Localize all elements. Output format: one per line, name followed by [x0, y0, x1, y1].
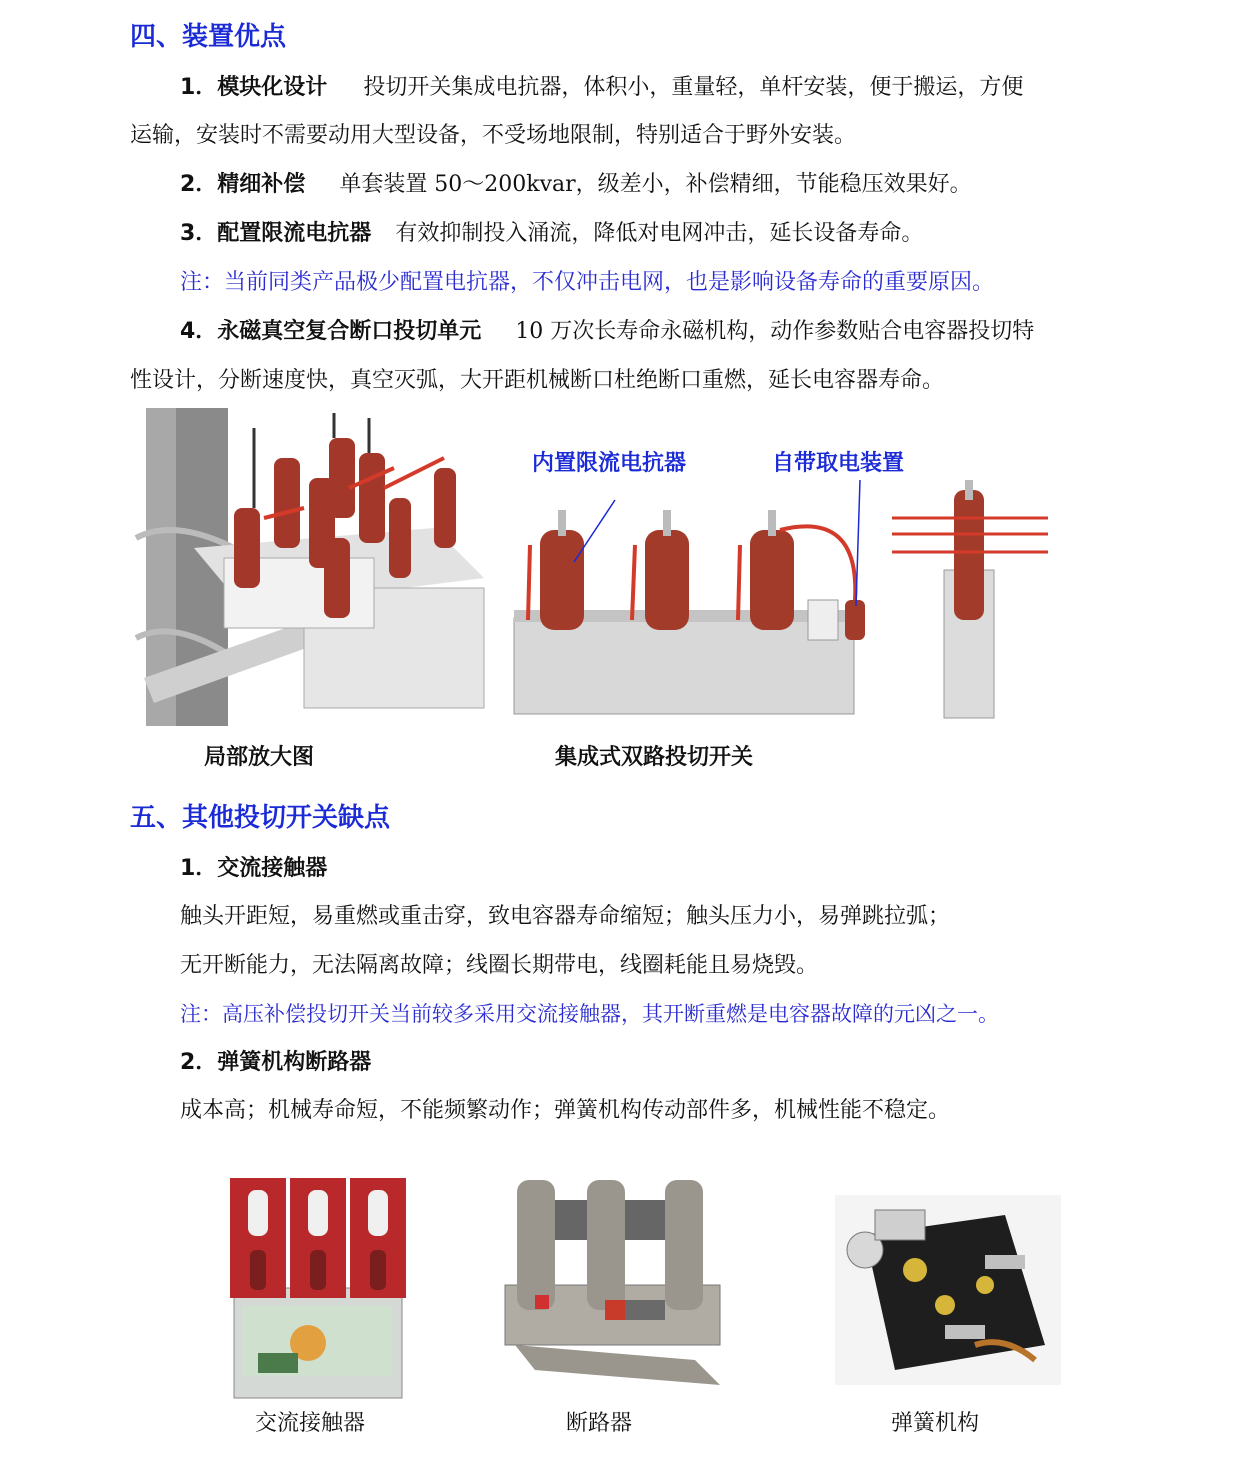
caption-contactor: 交流接触器: [255, 1411, 366, 1436]
caption-breaker: 断路器: [566, 1411, 633, 1436]
item3-label: 3．配置限流电抗器: [180, 221, 372, 246]
caption-spring: 弹簧机构: [891, 1411, 980, 1436]
section4-item2: [180, 171, 972, 199]
section5-item1-label: 1．交流接触器: [180, 856, 328, 881]
item2-text: 单套装置 50～200kvar，级差小，补偿精细，节能稳压效果好。: [339, 172, 972, 197]
section5-item2-label: 2．弹簧机构断路器: [180, 1050, 372, 1075]
section5-item1-text-a: 触头开距短，易重燃或重击穿，致电容器寿命缩短；触头压力小，易弹跳拉弧；: [180, 904, 951, 929]
item2-label: 2．精细补偿: [180, 172, 306, 197]
callout-reactor: 内置限流电抗器: [532, 451, 687, 476]
section5-item2-text: 成本高；机械寿命短，不能频繁动作；弹簧机构传动部件多，机械性能不稳定。: [180, 1098, 951, 1123]
caption-left: 局部放大图: [204, 745, 315, 770]
section4-title: 四、装置优点: [130, 22, 287, 52]
item4-label: 4．永磁真空复合断口投切单元: [180, 319, 482, 344]
caption-right: 集成式双路投切开关: [555, 745, 754, 770]
item4-text-a: 10 万次长寿命永磁机构，动作参数贴合电容器投切特: [515, 319, 1035, 344]
section4-item3: [180, 220, 923, 248]
pole-mounted-switch-image: [134, 408, 494, 726]
item4-text-b: 性设计，分断速度快，真空灭弧，大开距机械断口杜绝断口重燃，延长电容器寿命。: [130, 368, 945, 393]
section5-note: 注：高压补偿投切开关当前较多采用交流接触器，其开断重燃是电容器故障的元凶之一。: [180, 1002, 999, 1026]
item1-text-a: 投切开关集成电抗器，体积小，重量轻，单杆安装，便于搬运，方便: [363, 75, 1024, 100]
contactor-image: [228, 1168, 408, 1402]
item1-label: 1．模块化设计: [180, 75, 328, 100]
section4-note: 注：当前同类产品极少配置电抗器，不仅冲击电网，也是影响设备寿命的重要原因。: [180, 270, 995, 295]
circuit-breaker-image: [495, 1160, 730, 1390]
callout-power: 自带取电装置: [772, 451, 905, 476]
section5-title: 五、其他投切开关缺点: [130, 803, 391, 833]
spring-mechanism-image: [835, 1195, 1061, 1385]
section5-item1-text-b: 无开断能力，无法隔离故障；线圈长期带电，线圈耗能且易烧毁。: [180, 953, 819, 978]
section4-item4: [180, 318, 1034, 346]
section4-item1: [180, 74, 1023, 102]
item1-text-b: 运输，安装时不需要动用大型设备，不受场地限制，特别适合于野外安装。: [130, 123, 857, 148]
integrated-switch-image: [500, 470, 1120, 720]
item3-text: 有效抑制投入涌流，降低对电网冲击，延长设备寿命。: [395, 221, 924, 246]
